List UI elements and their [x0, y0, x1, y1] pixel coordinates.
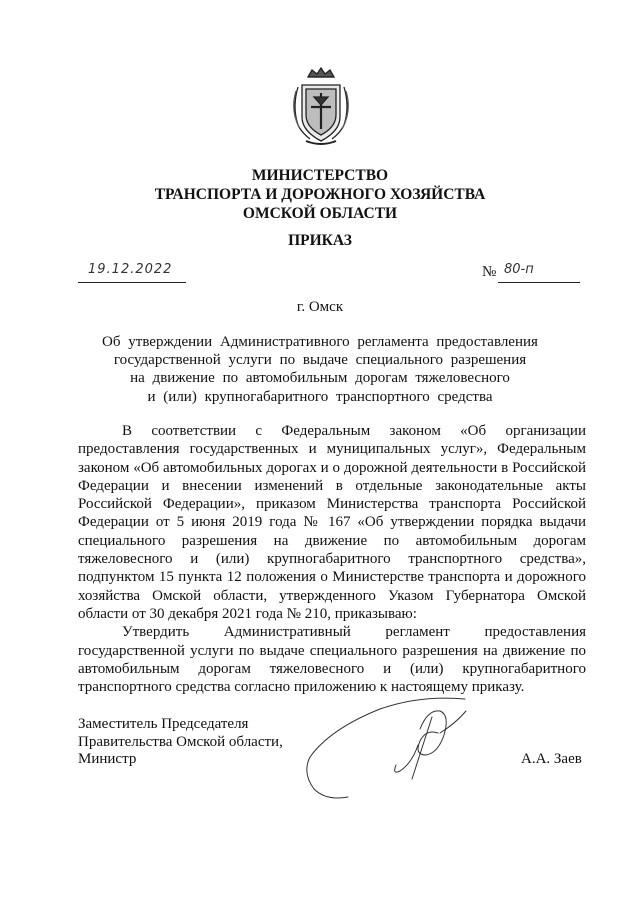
order-city: г. Омск	[296, 299, 344, 315]
order-body	[78, 422, 586, 696]
order-subject	[0, 333, 640, 406]
body-paragraph-preamble: В соответствии с Федеральным законом «Об организации предоставления государственных и муниципальных услуг», Федеральным законом «Об автомобильных дорогах и о дорожной деятельности в Российской Федерации и внесении изменений в отдельные законодательные акты Российской Федерации», приказом Министерства транспорта Российской Федерации от 5 июня 2019 года № 167 «Об утверждении порядка выдачи специального разрешения на движение по автомобильным дорогам тяжеловесного и (или) крупногабаритного транспортного средства», подпунктом 15 пункта 12 положения о Министерстве транспорта и дорожного хозяйства Омской области, утвержденного Указом Губернатора Омской области от 30 декабря 2021 года № 210, приказываю:	[78, 423, 586, 622]
signer-name: А.А. Заев	[521, 751, 582, 767]
subject-line: и (или) крупногабаритного транспортного средства	[147, 388, 493, 405]
ministry-line-3: ОМСКОЙ ОБЛАСТИ	[242, 205, 398, 222]
order-date-field	[78, 260, 186, 283]
ministry-name	[0, 166, 640, 223]
order-number-field	[498, 260, 580, 283]
order-number: 80-п	[504, 262, 534, 277]
subject-line: Об утверждении Административного регламента предоставления	[102, 334, 538, 350]
body-paragraph-resolution: Утвердить Административный регламент предоставления государственной услуги по выдаче специального разрешения на движение по автомобильным дорогам тяжеловесного и (или) крупногабаритного транспортного средства согласно приложению к настоящему приказу.	[78, 624, 586, 696]
order-date: 19.12.2022	[88, 262, 173, 277]
omsk-coat-of-arms-icon	[288, 67, 354, 147]
ministry-line-2: ТРАНСПОРТА И ДОРОЖНОГО ХОЗЯЙСТВА	[154, 186, 486, 203]
ministry-line-1: МИНИСТЕРСТВО	[251, 167, 389, 184]
position-line-2: Правительства Омской области,	[78, 733, 283, 750]
position-line-3: Министр	[78, 751, 137, 767]
signer-position	[78, 716, 283, 769]
number-sign: №	[482, 264, 497, 280]
position-line-1: Заместитель Председателя	[78, 716, 249, 732]
subject-line: государственной услуги по выдаче специального разрешения	[113, 352, 527, 369]
subject-line: на движение по автомобильным дорогам тяжеловесного	[130, 370, 510, 387]
order-title: ПРИКАЗ	[288, 232, 352, 249]
handwritten-signature-icon	[300, 693, 470, 803]
